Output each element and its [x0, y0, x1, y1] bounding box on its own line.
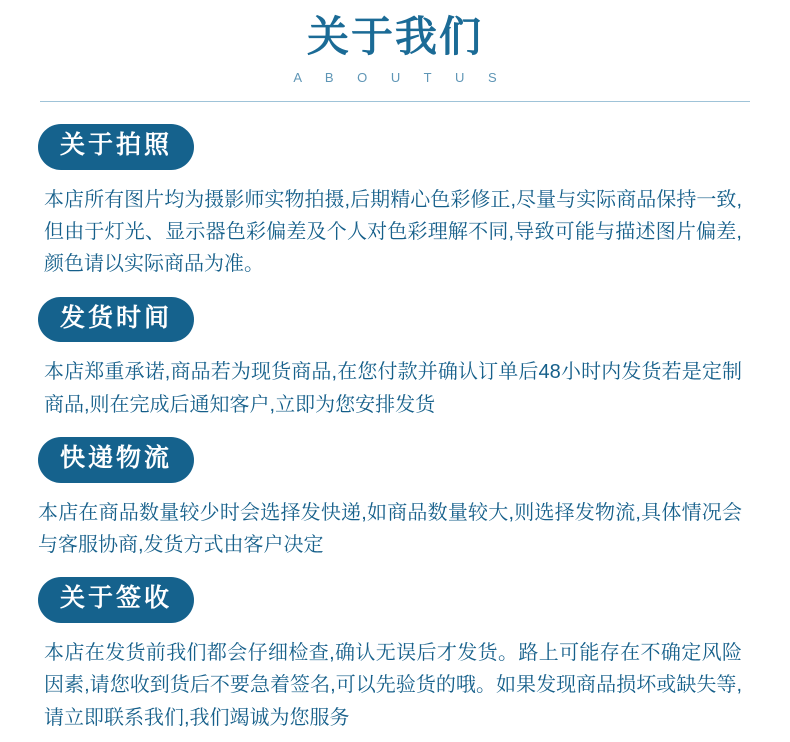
page-title: 关于我们	[306, 13, 483, 60]
page-subtitle: A B O U T U S	[293, 70, 507, 86]
section-about-receipt	[38, 577, 752, 734]
page-header	[0, 0, 790, 102]
section-text-about-photo: 本店所有图片均为摄影师实物拍摄,后期精心色彩修正,尽量与实际商品保持一致,但由于灯光、显示器色彩偏差及个人对色彩理解不同,导致可能与描述图片偏差,颜色请以实际商品为准。	[44, 188, 742, 276]
section-badge-express-logistics: 快递物流	[38, 437, 194, 483]
section-express-logistics	[38, 437, 752, 561]
sections-container	[0, 102, 790, 734]
section-shipping-time	[38, 297, 752, 421]
section-badge-about-receipt: 关于签收	[38, 577, 194, 623]
section-text-express-logistics: 本店在商品数量较少时会选择发快递,如商品数量较大,则选择发物流,具体情况会与客服协商,发货方式由客户决定	[38, 501, 742, 557]
section-text-about-receipt: 本店在发货前我们都会仔细检查,确认无误后才发货。路上可能存在不确定风险因素,请您收到货后不要急着签名,可以先验货的哦。如果发现商品损坏或缺失等,请立即联系我们,我们竭诚为您服务	[44, 641, 742, 729]
section-about-photo	[38, 124, 752, 281]
section-badge-about-photo: 关于拍照	[38, 124, 194, 170]
section-badge-shipping-time: 发货时间	[38, 297, 194, 343]
section-text-shipping-time: 本店郑重承诺,商品若为现货商品,在您付款并确认订单后48小时内发货若是定制商品,则在完成后通知客户,立即为您安排发货	[44, 361, 742, 416]
